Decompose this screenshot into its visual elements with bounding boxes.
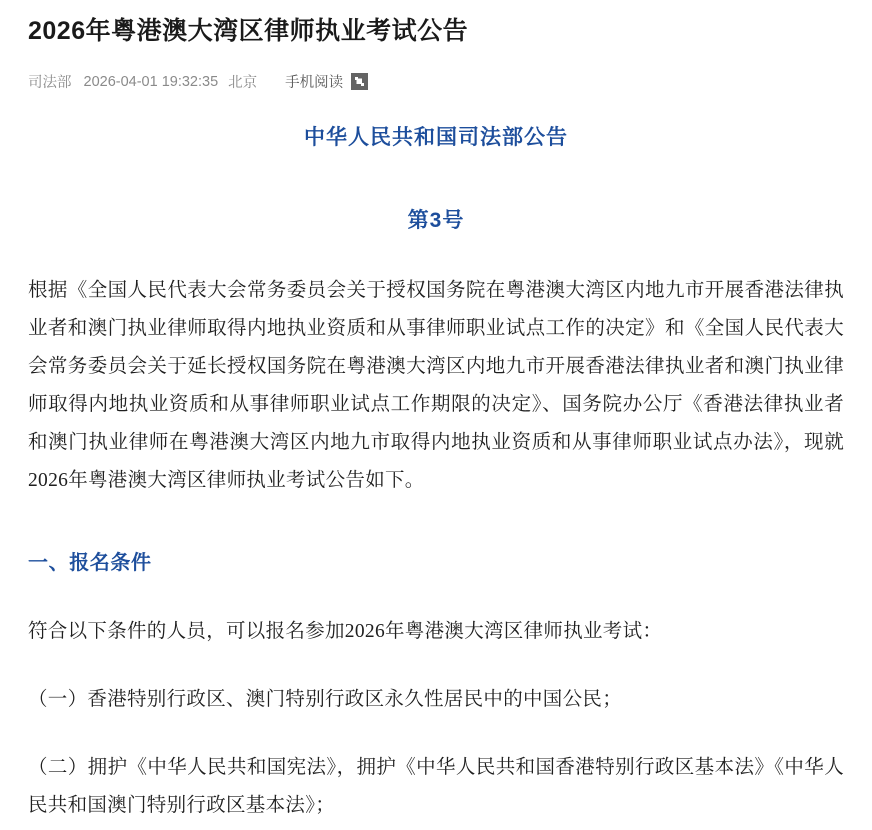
article-content [28,118,844,825]
mobile-read-label[interactable]: 手机阅读 [285,75,344,91]
qr-code-icon[interactable] [351,73,368,90]
article-page [0,14,872,825]
document-number: 第3号 [407,208,465,232]
document-heading: 中华人民共和国司法部公告 [304,126,568,149]
section-paragraph-lead: 符合以下条件的人员，可以报名参加2026年粤港澳大湾区律师执业考试： [28,620,663,642]
article-meta-bar [28,71,844,92]
page-title: 2026年粤港澳大湾区律师执业考试公告 [28,17,469,45]
section-paragraph-item-1: （一）香港特别行政区、澳门特别行政区永久性居民中的中国公民； [28,688,623,710]
meta-place: 北京 [228,75,258,91]
meta-source: 司法部 [28,75,72,91]
paragraph-intro: 根据《全国人民代表大会常务委员会关于授权国务院在粤港澳大湾区内地九市开展香港法律执业者和澳门执业律师取得内地执业资质和从事律师职业试点工作的决定》和《全国人民代表大会常务委员会关于延长授权国务院在粤港澳大湾区内地九市开展香港法律执业者和澳门执业律师取得内地执业资质和从事律师职业试点工作期限的决定》、国务院办公厅《香港法律执业者和澳门执业律师在粤港澳大湾区内地九市取得内地执业资质和从事律师职业试点办法》，现就2026年粤港澳大湾区律师执业考试公告如下。 [28,279,844,491]
meta-datetime: 2026-04-01 19:32:35 [83,73,219,90]
section-paragraph-item-2: （二）拥护《中华人民共和国宪法》，拥护《中华人民共和国香港特别行政区基本法》《中华人民共和国澳门特别行政区基本法》； [28,757,844,817]
section-heading-registration-conditions: 一、报名条件 [28,551,152,574]
